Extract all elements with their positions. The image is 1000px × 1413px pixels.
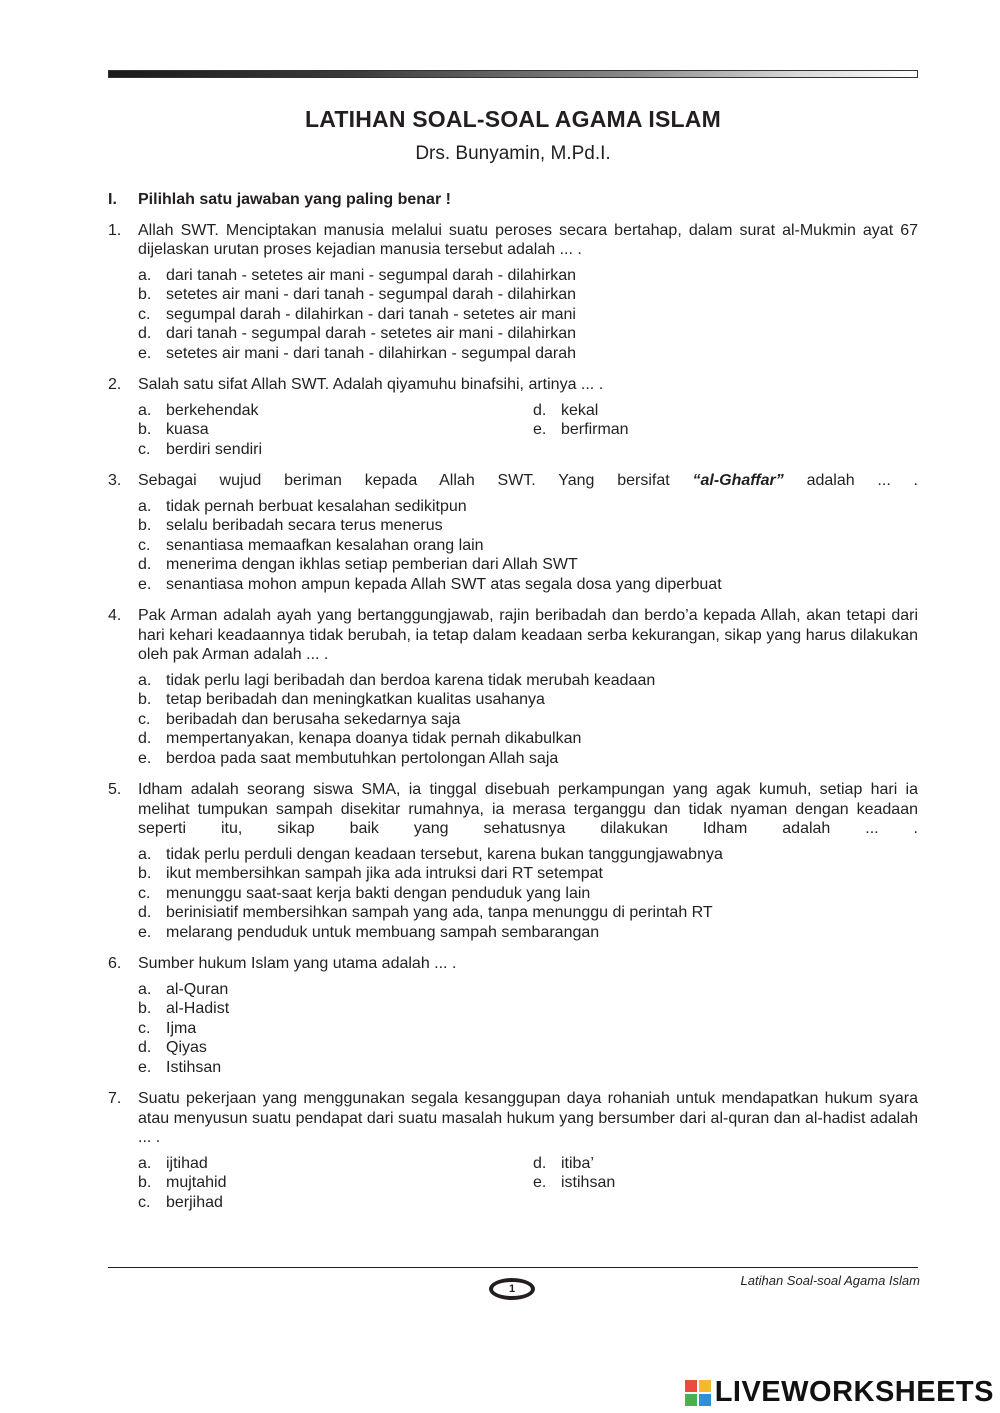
logo-block	[699, 1394, 711, 1406]
answer-option[interactable]	[138, 401, 533, 421]
page-title: LATIHAN SOAL-SOAL AGAMA ISLAM	[305, 106, 721, 132]
question-number: 7.	[108, 1090, 122, 1107]
option-letter: b.	[138, 517, 152, 534]
option-letter: e.	[533, 421, 547, 438]
option-letter: d.	[138, 556, 152, 573]
question-4-options	[138, 671, 918, 769]
question-number: 5.	[108, 781, 122, 798]
question-stem: Sumber hukum Islam yang utama adalah ... .	[138, 955, 457, 972]
answer-option[interactable]	[533, 1154, 918, 1174]
answer-option[interactable]	[138, 903, 918, 923]
answer-option[interactable]	[138, 575, 918, 595]
answer-option[interactable]	[138, 266, 918, 286]
question-1	[108, 221, 918, 260]
answer-option[interactable]	[138, 1038, 918, 1058]
option-text: berkehendak	[166, 401, 259, 419]
worksheet-content	[108, 190, 918, 1224]
stem-emphasis: “al-Ghaffar”	[692, 472, 784, 489]
option-letter: d.	[138, 730, 152, 747]
option-letter: a.	[138, 671, 152, 689]
question-stem: Pak Arman adalah ayah yang bertanggungjawab, rajin beribadah dan berdo’a kepada Allah, akan tetapi dari hari kehari keadaannya tidak berubah, ia tetap dalam keadaan serba kekurangan, sikap yang harus dilakukan oleh pak Arman adalah ... .	[138, 607, 918, 663]
question-5	[108, 780, 918, 839]
option-letter: a.	[138, 980, 152, 998]
option-text: menunggu saat-saat kerja bakti dengan penduduk yang lain	[166, 884, 591, 902]
option-text: kuasa	[166, 421, 209, 438]
option-text: setetes air mani - dari tanah - segumpal darah - dilahirkan	[166, 286, 576, 303]
liveworksheets-text: LIVEWORKSHEETS	[714, 1376, 994, 1408]
option-letter: c.	[138, 1193, 151, 1211]
option-text: setetes air mani - dari tanah - dilahirkan - segumpal darah	[166, 344, 576, 362]
answer-option[interactable]	[138, 324, 918, 344]
question-3-options	[138, 497, 918, 595]
page-number-text: 1	[508, 1283, 516, 1295]
option-letter: a.	[138, 401, 152, 419]
option-letter: e.	[138, 344, 152, 362]
option-letter: d.	[138, 1039, 152, 1056]
answer-option[interactable]	[138, 440, 533, 460]
answer-option[interactable]	[138, 536, 918, 556]
page-number	[489, 1278, 535, 1300]
option-letter: a.	[138, 845, 152, 863]
option-text: itiba’	[561, 1154, 594, 1172]
option-text: mempertanyakan, kenapa doanya tidak pernah dikabulkan	[166, 730, 582, 747]
answer-option[interactable]	[138, 1019, 918, 1039]
answer-option[interactable]	[138, 864, 918, 884]
option-text: dari tanah - setetes air mani - segumpal darah - dilahirkan	[166, 266, 576, 284]
option-letter: b.	[138, 421, 152, 438]
option-text: berinisiatif membersihkan sampah yang ada, tanpa menunggu di perintah RT	[166, 904, 713, 921]
stem-text: adalah ... .	[783, 472, 919, 489]
answer-option[interactable]	[138, 690, 918, 710]
question-stem: Salah satu sifat Allah SWT. Adalah qiyamuhu binafsihi, artinya ... .	[138, 376, 604, 393]
option-text: kekal	[561, 401, 599, 419]
option-letter: e.	[533, 1174, 547, 1191]
option-letter: d.	[533, 401, 547, 419]
answer-option[interactable]	[138, 671, 918, 691]
stem-text: Sebagai wujud beriman kepada Allah SWT. Yang bersifat	[138, 472, 693, 489]
logo-block	[699, 1380, 711, 1392]
option-text: Istihsan	[166, 1058, 222, 1076]
option-letter: e.	[138, 1058, 152, 1076]
option-letter: d.	[138, 904, 152, 921]
option-text: berfirman	[561, 421, 629, 438]
question-1-options	[138, 266, 918, 364]
option-text: berdiri sendiri	[166, 440, 263, 458]
question-stem: Idham adalah seorang siswa SMA, ia tinggal disebuah perkampungan yang agak kumuh, setiap hari ia melihat tumpukan sampah disekitar rumahnya, ia merasa terganggu dan tidak nyaman dengan keadaan seperti itu, sikap baik yang sehatusnya dilakukan Idham adalah ... .	[138, 781, 918, 837]
question-2-options	[138, 401, 918, 460]
question-7	[108, 1089, 918, 1148]
option-letter: b.	[138, 865, 152, 882]
answer-option[interactable]	[533, 401, 918, 421]
question-stem: Suatu pekerjaan yang menggunakan segala kesanggupan daya rohaniah untuk mendapatkan hukum syara atau menyusun suatu pendapat dari suatu masalah hukum yang bersumber dari al-quran dan al-hadist adalah ... .	[138, 1090, 918, 1146]
answer-option[interactable]	[138, 884, 918, 904]
option-letter: e.	[138, 575, 152, 593]
question-number: 6.	[108, 955, 122, 972]
answer-option[interactable]	[138, 1173, 533, 1193]
liveworksheets-logo-icon	[685, 1380, 711, 1406]
answer-option[interactable]	[533, 420, 918, 440]
option-text: tidak perlu perduli dengan keadaan tersebut, karena bukan tanggungjawabnya	[166, 845, 723, 863]
answer-option[interactable]	[138, 729, 918, 749]
option-letter: b.	[138, 1000, 152, 1017]
answer-option[interactable]	[138, 923, 918, 943]
option-text: mujtahid	[166, 1174, 227, 1191]
answer-option[interactable]	[138, 285, 918, 305]
instruction-text: Pilihlah satu jawaban yang paling benar !	[138, 191, 451, 208]
option-text: tidak pernah berbuat kesalahan sedikitpun	[166, 497, 467, 515]
option-text: senantiasa mohon ampun kepada Allah SWT atas segala dosa yang diperbuat	[166, 575, 722, 593]
answer-option[interactable]	[138, 305, 918, 325]
option-text: senantiasa memaafkan kesalahan orang lain	[166, 536, 484, 554]
option-text: al-Quran	[166, 980, 229, 998]
option-text: dari tanah - segumpal darah - setetes air mani - dilahirkan	[166, 325, 576, 342]
option-letter: e.	[138, 749, 152, 767]
option-text: segumpal darah - dilahirkan - dari tanah - setetes air mani	[166, 305, 576, 323]
question-number: 3.	[108, 472, 122, 489]
answer-option[interactable]	[138, 749, 918, 769]
answer-option[interactable]	[138, 344, 918, 364]
answer-option[interactable]	[138, 555, 918, 575]
question-number: 2.	[108, 376, 122, 393]
logo-block	[685, 1394, 697, 1406]
footer-title: Latihan Soal-soal Agama Islam	[740, 1273, 920, 1288]
answer-option[interactable]	[138, 420, 533, 440]
question-6-options	[138, 980, 918, 1078]
option-text: tidak perlu lagi beribadah dan berdoa karena tidak merubah keadaan	[166, 671, 656, 689]
option-letter: c.	[138, 536, 151, 554]
option-letter: d.	[533, 1154, 547, 1172]
question-2	[108, 375, 918, 395]
author: Drs. Bunyamin, M.Pd.I.	[415, 143, 611, 164]
question-stem: Allah SWT. Menciptakan manusia melalui suatu peroses secara bertahap, dalam surat al-Mukmin ayat 67 dijelaskan urutan proses kejadian manusia tersebut adalah ... .	[138, 221, 918, 258]
option-letter: b.	[138, 1174, 152, 1191]
question-4	[108, 606, 918, 665]
option-text: istihsan	[561, 1174, 616, 1191]
answer-option[interactable]	[138, 497, 918, 517]
option-text: tetap beribadah dan meningkatkan kualitas usahanya	[166, 691, 545, 708]
question-6	[108, 954, 918, 974]
option-text: ikut membersihkan sampah jika ada intruksi dari RT setempat	[166, 865, 603, 882]
liveworksheets-watermark[interactable]	[685, 1376, 994, 1409]
option-letter: a.	[138, 497, 152, 515]
option-letter: d.	[138, 325, 152, 342]
question-7-options	[138, 1154, 918, 1213]
option-text: al-Hadist	[166, 1000, 230, 1017]
option-text: berdoa pada saat membutuhkan pertolongan Allah saja	[166, 749, 559, 767]
option-letter: c.	[138, 305, 151, 323]
answer-option[interactable]	[138, 1193, 533, 1213]
answer-option[interactable]	[138, 980, 918, 1000]
option-letter: c.	[138, 1019, 151, 1037]
option-letter: c.	[138, 884, 151, 902]
option-letter: c.	[138, 710, 151, 728]
answer-option[interactable]	[138, 710, 918, 730]
option-letter: b.	[138, 691, 152, 708]
answer-option[interactable]	[138, 845, 918, 865]
option-text: ijtihad	[166, 1154, 208, 1172]
logo-block	[685, 1380, 697, 1392]
header-rule	[108, 70, 918, 78]
answer-option[interactable]	[533, 1173, 918, 1193]
option-text: berjihad	[166, 1193, 223, 1211]
answer-option[interactable]	[138, 1154, 533, 1174]
option-text: beribadah dan berusaha sekedarnya saja	[166, 710, 461, 728]
option-text: melarang penduduk untuk membuang sampah sembarangan	[166, 923, 600, 941]
option-text: selalu beribadah secara terus menerus	[166, 517, 443, 534]
instruction-number: I.	[108, 191, 117, 208]
option-letter: a.	[138, 1154, 152, 1172]
option-text: Ijma	[166, 1019, 197, 1037]
footer-rule	[108, 1267, 918, 1268]
option-text: Qiyas	[166, 1039, 207, 1056]
option-letter: a.	[138, 266, 152, 284]
instruction	[108, 190, 918, 210]
question-number: 1.	[108, 221, 122, 239]
answer-option[interactable]	[138, 1058, 918, 1078]
option-letter: e.	[138, 923, 152, 941]
question-5-options	[138, 845, 918, 943]
option-text: menerima dengan ikhlas setiap pemberian dari Allah SWT	[166, 556, 578, 573]
option-letter: c.	[138, 440, 151, 458]
question-number: 4.	[108, 607, 122, 624]
answer-option[interactable]	[138, 999, 918, 1019]
question-stem	[138, 471, 918, 491]
option-letter: b.	[138, 286, 152, 303]
answer-option[interactable]	[138, 516, 918, 536]
question-3	[108, 471, 918, 491]
